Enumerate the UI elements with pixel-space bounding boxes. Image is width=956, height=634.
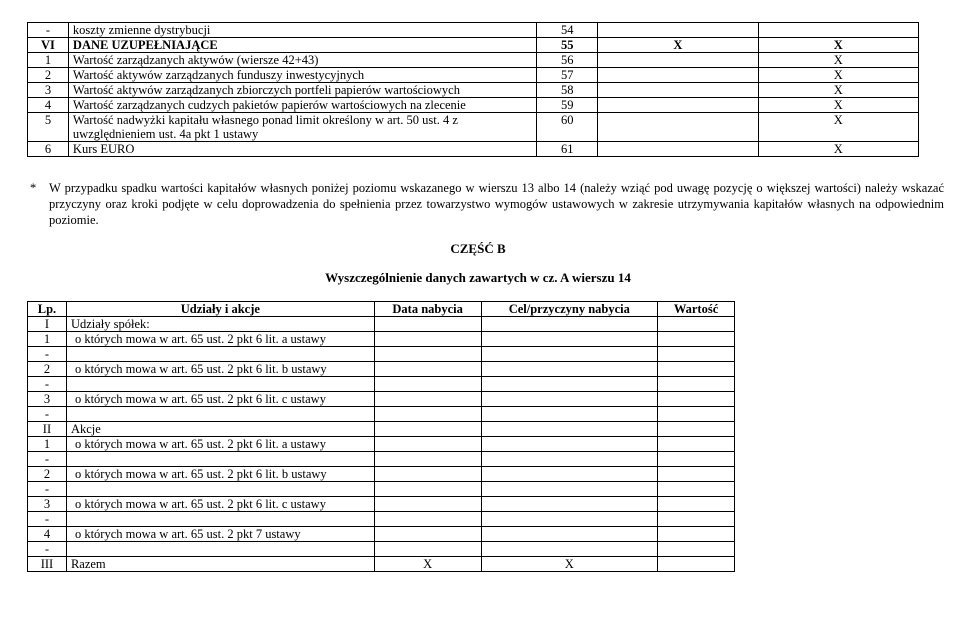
row-purpose: [481, 452, 658, 467]
row-date: [374, 527, 481, 542]
row-col5: X: [758, 83, 918, 98]
row-purpose: [481, 407, 658, 422]
table-row: [28, 38, 919, 53]
row-number: 59: [537, 98, 598, 113]
row-date: [374, 497, 481, 512]
row-purpose: X: [481, 557, 658, 572]
row-label: Akcje: [66, 422, 374, 437]
table-row: [28, 362, 735, 377]
row-label: Razem: [66, 557, 374, 572]
row-lp: -: [28, 452, 67, 467]
table-row: [28, 482, 735, 497]
row-purpose: [481, 467, 658, 482]
row-date: [374, 422, 481, 437]
row-label: o których mowa w art. 65 ust. 2 pkt 6 lit. a ustawy: [66, 437, 374, 452]
row-label: [66, 347, 374, 362]
row-date: X: [374, 557, 481, 572]
row-number: 54: [537, 23, 598, 38]
table-row: [28, 317, 735, 332]
row-value: [658, 377, 735, 392]
row-number: 55: [537, 38, 598, 53]
footnote: [30, 180, 944, 228]
shares-table: [27, 301, 735, 572]
row-lp: I: [28, 317, 67, 332]
row-lp: -: [28, 347, 67, 362]
row-date: [374, 332, 481, 347]
row-value: [658, 347, 735, 362]
table-row: [28, 53, 919, 68]
row-date: [374, 437, 481, 452]
row-purpose: [481, 437, 658, 452]
row-date: [374, 542, 481, 557]
row-lp: 6: [28, 142, 69, 157]
row-value: [658, 392, 735, 407]
row-value: [658, 362, 735, 377]
row-lp: 4: [28, 527, 67, 542]
row-purpose: [481, 482, 658, 497]
row-date: [374, 362, 481, 377]
table-row: [28, 377, 735, 392]
row-label: Wartość zarządzanych aktywów (wiersze 42+43): [68, 53, 536, 68]
part-b-subtitle: Wyszczególnienie danych zawartych w cz. A wierszu 14: [325, 270, 631, 285]
row-purpose: [481, 527, 658, 542]
row-lp: -: [28, 512, 67, 527]
row-number: 58: [537, 83, 598, 98]
row-purpose: [481, 377, 658, 392]
row-purpose: [481, 317, 658, 332]
row-value: [658, 422, 735, 437]
row-date: [374, 317, 481, 332]
row-col5: X: [758, 142, 918, 157]
row-col4: [598, 83, 758, 98]
supplementary-data-table: [27, 22, 919, 157]
header-purpose: Cel/przyczyny nabycia: [481, 302, 658, 317]
row-value: [658, 332, 735, 347]
row-number: 57: [537, 68, 598, 83]
table-header-row: [28, 302, 735, 317]
row-value: [658, 437, 735, 452]
table-row: [28, 512, 735, 527]
row-lp: VI: [28, 38, 69, 53]
row-lp: -: [28, 542, 67, 557]
table-row: [28, 542, 735, 557]
row-col4: [598, 68, 758, 83]
row-label: o których mowa w art. 65 ust. 2 pkt 6 lit. b ustawy: [66, 467, 374, 482]
row-value: [658, 407, 735, 422]
table-row: [28, 437, 735, 452]
row-label: o których mowa w art. 65 ust. 2 pkt 6 lit. b ustawy: [66, 362, 374, 377]
row-col5: X: [758, 113, 918, 142]
row-value: [658, 482, 735, 497]
row-col5: X: [758, 98, 918, 113]
row-purpose: [481, 512, 658, 527]
row-value: [658, 452, 735, 467]
row-lp: 1: [28, 53, 69, 68]
row-lp: 1: [28, 437, 67, 452]
row-value: [658, 527, 735, 542]
row-label: Wartość aktywów zarządzanych funduszy inwestycyjnych: [68, 68, 536, 83]
header-value: Wartość: [658, 302, 735, 317]
row-label: o których mowa w art. 65 ust. 2 pkt 6 lit. a ustawy: [66, 332, 374, 347]
row-value: [658, 317, 735, 332]
header-shares: Udziały i akcje: [66, 302, 374, 317]
row-purpose: [481, 347, 658, 362]
row-col4: [598, 53, 758, 68]
row-purpose: [481, 362, 658, 377]
row-date: [374, 347, 481, 362]
table-row: [28, 497, 735, 512]
row-lp: 1: [28, 332, 67, 347]
table-row: [28, 68, 919, 83]
row-lp: 4: [28, 98, 69, 113]
row-lp: -: [28, 377, 67, 392]
row-lp: 3: [28, 83, 69, 98]
table-row: [28, 347, 735, 362]
row-value: [658, 467, 735, 482]
row-lp: 3: [28, 392, 67, 407]
row-number: 61: [537, 142, 598, 157]
row-label: Kurs EURO: [68, 142, 536, 157]
row-purpose: [481, 542, 658, 557]
row-col5: X: [758, 53, 918, 68]
row-date: [374, 377, 481, 392]
row-lp: 2: [28, 362, 67, 377]
row-number: 60: [537, 113, 598, 142]
row-lp: -: [28, 482, 67, 497]
table-row: [28, 83, 919, 98]
table-row: [28, 113, 919, 142]
row-label: o których mowa w art. 65 ust. 2 pkt 7 ustawy: [66, 527, 374, 542]
row-label: DANE UZUPEŁNIAJĄCE: [68, 38, 536, 53]
row-value: [658, 497, 735, 512]
row-col4: [598, 98, 758, 113]
row-purpose: [481, 332, 658, 347]
row-label: [66, 407, 374, 422]
row-value: [658, 557, 735, 572]
part-b-title: CZĘŚĆ B: [450, 241, 506, 256]
row-col4: X: [598, 38, 758, 53]
row-date: [374, 467, 481, 482]
row-label: [66, 377, 374, 392]
row-lp: 2: [28, 467, 67, 482]
row-date: [374, 482, 481, 497]
header-lp: Lp.: [28, 302, 67, 317]
row-label: [66, 452, 374, 467]
row-col4: [598, 142, 758, 157]
row-label: Udziały spółek:: [66, 317, 374, 332]
table-row: [28, 422, 735, 437]
row-purpose: [481, 392, 658, 407]
row-date: [374, 407, 481, 422]
row-label: Wartość zarządzanych cudzych pakietów papierów wartościowych na zlecenie: [68, 98, 536, 113]
row-col4: [598, 23, 758, 38]
footnote-text: W przypadku spadku wartości kapitałów własnych poniżej poziomu wskazanego w wierszu 13 albo 14 (należy wziąć pod uwagę pozycję o większej wartości) należy wskazać przyczyny oraz kroki podjęte w celu doprowadzenia do spełnienia przez towarzystwo wymogów ustawowych w zakresie utrzymywania kapitałów własnych na odpowiednim poziomie.: [49, 181, 944, 227]
row-label: koszty zmienne dystrybucji: [68, 23, 536, 38]
row-value: [658, 512, 735, 527]
row-label: [66, 512, 374, 527]
row-label: o których mowa w art. 65 ust. 2 pkt 6 lit. c ustawy: [66, 392, 374, 407]
table-row: [28, 467, 735, 482]
row-lp: 5: [28, 113, 69, 142]
table-row: [28, 98, 919, 113]
row-purpose: [481, 422, 658, 437]
row-value: [658, 542, 735, 557]
row-lp: II: [28, 422, 67, 437]
row-label: [66, 542, 374, 557]
row-lp: 3: [28, 497, 67, 512]
row-purpose: [481, 497, 658, 512]
table-row: [28, 527, 735, 542]
table-row: [28, 557, 735, 572]
row-label: Wartość nadwyżki kapitału własnego ponad limit określony w art. 50 ust. 4 z uwzględnieniem ust. 4a pkt 1 ustawy: [68, 113, 536, 142]
table-row: [28, 332, 735, 347]
row-lp: III: [28, 557, 67, 572]
row-col4: [598, 113, 758, 142]
table-row: [28, 392, 735, 407]
row-lp: -: [28, 407, 67, 422]
row-label: [66, 482, 374, 497]
row-number: 56: [537, 53, 598, 68]
row-date: [374, 452, 481, 467]
footnote-marker: *: [30, 181, 37, 195]
row-col5: X: [758, 38, 918, 53]
row-label: o których mowa w art. 65 ust. 2 pkt 6 lit. c ustawy: [66, 497, 374, 512]
row-date: [374, 392, 481, 407]
table-row: [28, 407, 735, 422]
row-lp: -: [28, 23, 69, 38]
row-col5: X: [758, 68, 918, 83]
table-row: [28, 142, 919, 157]
row-label: Wartość aktywów zarządzanych zbiorczych portfeli papierów wartościowych: [68, 83, 536, 98]
row-date: [374, 512, 481, 527]
header-date: Data nabycia: [374, 302, 481, 317]
table-row: [28, 23, 919, 38]
row-col5: [758, 23, 918, 38]
row-lp: 2: [28, 68, 69, 83]
table-row: [28, 452, 735, 467]
